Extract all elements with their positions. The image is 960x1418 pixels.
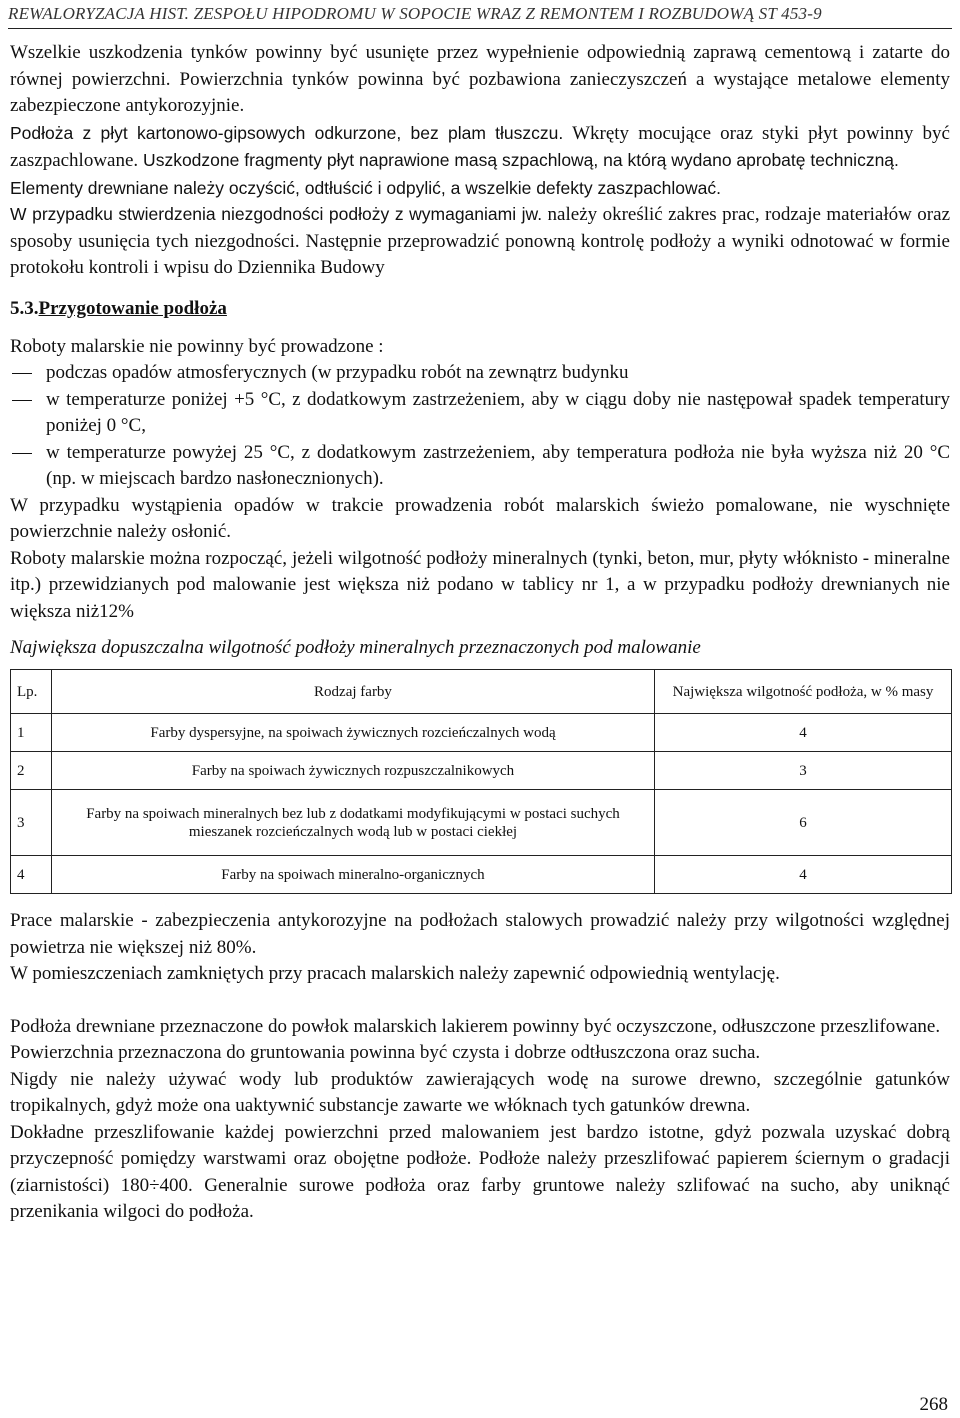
table-row [11, 856, 952, 894]
section-heading [10, 298, 950, 320]
table-row [11, 790, 952, 856]
cell-paint-type: Farby na spoiwach mineralnych bez lub z dodatkami modyfikującymi w postaci suchych mieszanek rozcieńczalnych wodą lub w postaci ciekłej [52, 790, 655, 856]
table-row [11, 714, 952, 752]
table-caption: Największa dopuszczalna wilgotność podłoży mineralnych przeznaczonych pod malowanie [10, 637, 701, 658]
running-header: REWALORYZACJA HIST. ZESPOŁU HIPODROMU W SOPOCIE WRAZ Z REMONTEM I ROZBUDOWĄ ST 453-9 [8, 4, 822, 23]
paragraph-nonconformity [10, 201, 950, 282]
humidity-table [10, 669, 952, 894]
condition-list [10, 360, 950, 493]
paragraph-wood-substrate: Podłoża drewniane przeznaczone do powłok malarskich lakierem powinny być oczyszczone, odłuszczone przeszlifowane. [10, 1015, 941, 1037]
dash-marker [12, 400, 32, 401]
paragraph-sanding: Dokładne przeszlifowanie każdej powierzchni przed malowaniem jest bardzo istotne, gdyż pozwala uzyskać dobrą przyczepność pomiędzy warstwami oraz obojętne podłoże. Podłoże należy przeszlifować papierem ściernym o gradacji (ziarnistości) 180÷400. Generalnie surowe podłoża oraz farby gruntowe należy szlifować na sucho, aby uniknąć przenikania wilgoci do podłoża. [10, 1121, 950, 1222]
paragraph-anticorrosion: Prace malarskie - zabezpieczenia antykorozyjne na podłożach stalowych prowadzić należy przy wilgotności względnej powietrza nie większej niż 80%. [10, 910, 950, 958]
table-header-row [11, 670, 952, 714]
paragraph-humidity: Roboty malarskie można rozpocząć, jeżeli wilgotność podłoży mineralnych (tynki, beton, mur, płyty włóknisto - mineralne itp.) przewidzianych pod malowanie jest większa niż podano w tablicy nr 1, a w przypadku podłoży drewnianych nie większa niż12% [10, 547, 950, 622]
cell-value: 4 [655, 714, 952, 752]
header-cell-lp: Lp. [11, 670, 52, 714]
drywall-sentence-a: Podłoża z płyt kartonowo-gipsowych odkurzone, bez plam tłuszczu. [10, 122, 564, 143]
nonconformity-sentence-c: Następnie przeprowadzić ponowną kontrolę podłoży a wyniki odnotować w formie protokołu kontroli i wpisu do Dziennika Budowy [10, 230, 950, 278]
paragraph-rain: W przypadku wystąpienia opadów w trakcie prowadzenia robót malarskich świeżo pomalowane, nie wyschnięte powierzchnie należy osłonić. [10, 494, 950, 542]
cell-paint-type: Farby na spoiwach żywicznych rozpuszczalnikowych [52, 752, 655, 790]
nonconformity-sentence-b: należy określić zakres prac, rodzaje materiałów oraz sposoby usunięcia tych niezgodności. [10, 204, 950, 252]
page-number: 268 [919, 1394, 948, 1415]
document-body [10, 40, 950, 1226]
cell-paint-type: Farby na spoiwach mineralno-organicznych [52, 856, 655, 894]
cell-lp: 4 [11, 856, 52, 894]
cell-lp: 3 [11, 790, 52, 856]
cell-value: 4 [655, 856, 952, 894]
paragraph-no-water: Nigdy nie należy używać wody lub produktów zawierających wodę na surowe drewno, szczególnie gatunków tropikalnych, gdyż może ona uaktywnić substancje zawarte we włóknach tych gatunków drewna. [10, 1068, 950, 1116]
list-item: w temperaturze poniżej +5 °C, z dodatkowym zastrzeżeniem, aby w ciągu doby nie następował spadek temperatury poniżej 0 °C, [10, 387, 950, 440]
header-cell-max-humidity: Największa wilgotność podłoża, w % masy [655, 670, 952, 714]
drywall-sentence-c: Uszkodzone fragmenty płyt naprawione masą szpachlową, na którą wydano aprobatę techniczną. [138, 150, 899, 170]
cell-paint-type: Farby dyspersyjne, na spoiwach żywicznych rozcieńczalnych wodą [52, 714, 655, 752]
paragraph-drywall [10, 120, 950, 175]
drywall-sentence-b: Wkręty mocujące oraz styki płyt powinny być zaszpachlowane. [10, 122, 950, 171]
cell-lp: 1 [11, 714, 52, 752]
cell-value: 6 [655, 790, 952, 856]
paragraph-plaster-damage: Wszelkie uszkodzenia tynków powinny być usunięte przez wypełnienie odpowiednią zaprawą cementową i zatarte do równej powierzchni. Powierzchnia tynków powinna być pozbawiona zanieczyszczeń a wystające metalowe elementy zabezpieczone antykorozyjnie. [10, 42, 950, 116]
header-rule [8, 28, 952, 29]
paragraph-priming-surface: Powierzchnia przeznaczona do gruntowania powinna być czysta i dobrze odtłuszczona oraz sucha. [10, 1042, 761, 1063]
cell-value: 3 [655, 752, 952, 790]
list-item: podczas opadów atmosferycznych (w przypadku robót na zewnątrz budynku [10, 360, 950, 387]
header-cell-paint-type: Rodzaj farby [52, 670, 655, 714]
dash-marker [12, 373, 32, 374]
list-item: w temperaturze powyżej 25 °C, z dodatkowym zastrzeżeniem, aby temperatura podłoża nie była wyższa niż 20 °C (np. w miejscach bardzo nasłonecznionych). [10, 440, 950, 493]
paragraph-ventilation: W pomieszczeniach zamkniętych przy pracach malarskich należy zapewnić odpowiednią wentylację. [10, 963, 780, 984]
paragraph-lead: Roboty malarskie nie powinny być prowadzone : [10, 335, 384, 357]
dash-marker [12, 453, 32, 454]
table-row [11, 752, 952, 790]
paragraph-wood-elements: Elementy drewniane należy oczyścić, odtłuścić i odpylić, a wszelkie defekty zaszpachlować. [10, 177, 722, 198]
cell-lp: 2 [11, 752, 52, 790]
section-number: 5.3. [10, 297, 39, 319]
section-title: Przygotowanie podłoża [38, 297, 227, 319]
nonconformity-sentence-a: W przypadku stwierdzenia niezgodności podłoży z wymaganiami jw. [10, 204, 543, 224]
